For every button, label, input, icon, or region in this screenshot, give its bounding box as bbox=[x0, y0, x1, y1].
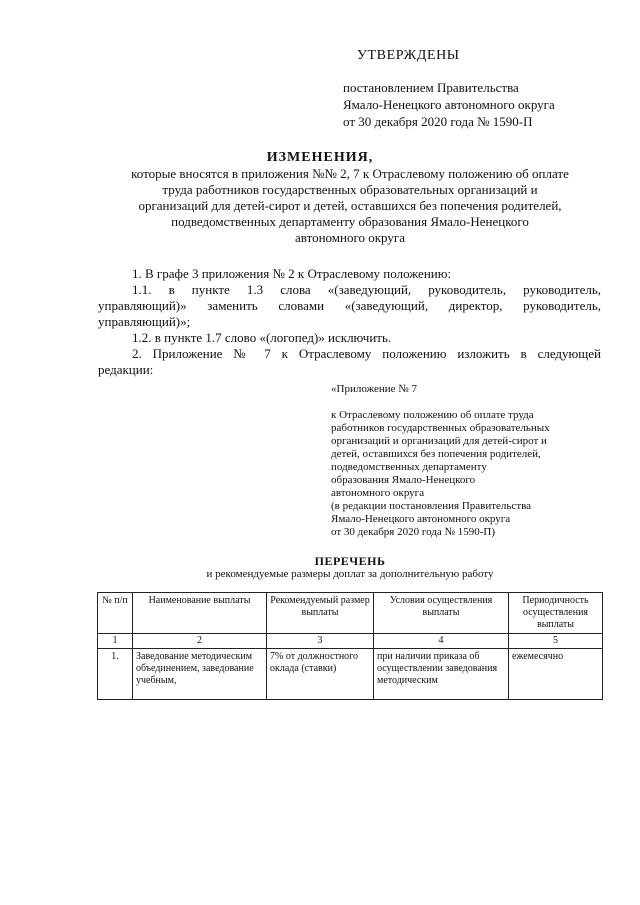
row-number: 1. bbox=[98, 649, 133, 700]
appendix-line: автономного округа bbox=[331, 487, 425, 499]
paragraph-2-line: редакции: bbox=[98, 362, 154, 377]
list-title: ПЕРЕЧЕНЬ bbox=[314, 554, 386, 568]
column-number: 3 bbox=[267, 634, 374, 649]
paragraph-1-1-line: 1.1. в пункте 1.3 слова «(заведующий, руководитель, руководитель, bbox=[132, 282, 601, 297]
payments-table bbox=[97, 592, 603, 700]
appendix-line: работников государственных образовательных bbox=[331, 422, 550, 434]
subtitle-line: труда работников государственных образовательных организаций и bbox=[162, 182, 538, 197]
column-number-row bbox=[98, 634, 603, 649]
appendix-line: образования Ямало-Ненецкого bbox=[331, 474, 476, 486]
paragraph-1-2: 1.2. в пункте 1.7 слово «(логопед)» исключить. bbox=[132, 330, 392, 345]
appendix-line: (в редакции постановления Правительства bbox=[331, 500, 532, 512]
document-body bbox=[98, 266, 601, 378]
approved-label: УТВЕРЖДЕНЫ bbox=[357, 48, 460, 63]
column-number: 2 bbox=[133, 634, 267, 649]
document-subtitle bbox=[100, 166, 600, 246]
paragraph-1-1-line: управляющий)» заменить словами «(заведующий, директор, руководитель, bbox=[98, 298, 601, 313]
list-subtitle: и рекомендуемые размеры доплат за дополнительную работу bbox=[206, 568, 494, 580]
header-cell-period: Периодичность осуществления выплаты bbox=[509, 593, 603, 634]
table-header-row bbox=[98, 593, 603, 634]
table-row bbox=[98, 649, 603, 700]
subtitle-line: автономного округа bbox=[295, 230, 405, 245]
appendix-line: к Отраслевому положению об оплате труда bbox=[331, 409, 534, 421]
column-number: 5 bbox=[509, 634, 603, 649]
appendix-title: «Приложение № 7 bbox=[331, 383, 418, 395]
row-size: 7% от должностного оклада (ставки) bbox=[267, 649, 374, 700]
appendix-line: организаций и организаций для детей-сирот и bbox=[331, 435, 547, 447]
document-title: ИЗМЕНЕНИЯ, bbox=[266, 150, 374, 165]
column-number: 4 bbox=[374, 634, 509, 649]
approval-line: от 30 декабря 2020 года № 1590-П bbox=[343, 114, 533, 129]
subtitle-line: подведомственных департаменту образования Ямало-Ненецкого bbox=[171, 214, 529, 229]
approval-line: Ямало-Ненецкого автономного округа bbox=[343, 97, 555, 112]
column-number: 1 bbox=[98, 634, 133, 649]
approval-line: постановлением Правительства bbox=[343, 80, 519, 95]
row-conditions: при наличии приказа об осуществлении заведования методическим bbox=[374, 649, 509, 700]
subtitle-line: которые вносятся в приложения №№ 2, 7 к Отраслевому положению об оплате bbox=[131, 166, 569, 181]
row-period: ежемесячно bbox=[509, 649, 603, 700]
header-cell-number: № п/п bbox=[98, 593, 133, 634]
header-cell-conditions: Условия осуществления выплаты bbox=[374, 593, 509, 634]
header-cell-size: Рекомендуемый размер выплаты bbox=[267, 593, 374, 634]
paragraph-1: 1. В графе 3 приложения № 2 к Отраслевому положению: bbox=[132, 266, 452, 281]
approval-details bbox=[343, 79, 555, 130]
paragraph-2-line: 2. Приложение № 7 к Отраслевому положению изложить в следующей bbox=[132, 346, 601, 361]
appendix-line: Ямало-Ненецкого автономного округа bbox=[331, 513, 511, 525]
appendix-line: подведомственных департаменту bbox=[331, 461, 487, 473]
header-cell-name: Наименование выплаты bbox=[133, 593, 267, 634]
row-name: Заведование методическим объединением, заведование учебным, bbox=[133, 649, 267, 700]
appendix-line: детей, оставшихся без попечения родителей, bbox=[331, 448, 541, 460]
appendix-header bbox=[331, 383, 550, 539]
paragraph-1-1-line: управляющий)»; bbox=[98, 314, 191, 329]
subtitle-line: организаций для детей-сирот и детей, оставшихся без попечения родителей, bbox=[138, 198, 562, 213]
appendix-line: от 30 декабря 2020 года № 1590-П) bbox=[331, 526, 496, 538]
